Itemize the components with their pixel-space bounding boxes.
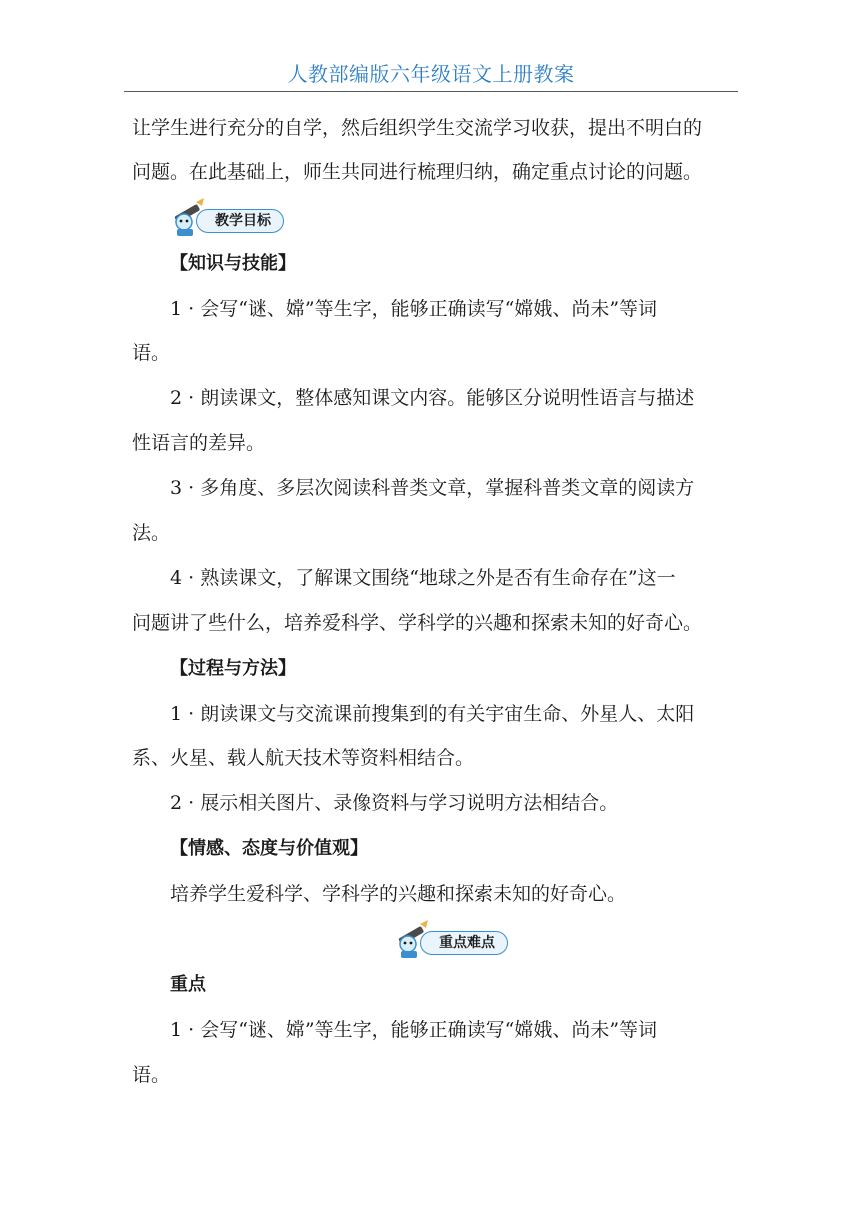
- knowledge-item-2-line-1: 2 · 朗读课文，整体感知课文内容。能够区分说明性语言与描述: [170, 387, 695, 409]
- keypoint-heading: 重点: [170, 974, 206, 995]
- objectives-badge: [168, 196, 298, 236]
- knowledge-item-1-line-2: 语。: [132, 342, 171, 364]
- key-points-badge: [392, 918, 522, 958]
- keypoint-item-1-line-2: 语。: [132, 1064, 171, 1086]
- header-divider: [124, 91, 738, 92]
- intro-line-1: 让学生进行充分的自学，然后组织学生交流学习收获，提出不明白的: [132, 117, 703, 139]
- key-points-badge-label: 重点难点: [420, 931, 508, 955]
- knowledge-item-4-line-1: 4 · 熟读课文，了解课文围绕“地球之外是否有生命存在”这一: [170, 567, 676, 589]
- process-heading: 【过程与方法】: [170, 658, 296, 679]
- page-header-title: 人教部编版六年级语文上册教案: [287, 62, 575, 86]
- knowledge-item-1-line-1: 1 · 会写“谜、嫦”等生字，能够正确读写“嫦娥、尚未”等词: [170, 298, 658, 320]
- knowledge-item-3-line-2: 法。: [132, 522, 171, 544]
- knowledge-item-2-line-2: 性语言的差异。: [132, 432, 266, 454]
- process-item-2-line-1: 2 · 展示相关图片、录像资料与学习说明方法相结合。: [170, 792, 619, 814]
- knowledge-heading: 【知识与技能】: [170, 253, 296, 274]
- keypoint-item-1-line-1: 1 · 会写“谜、嫦”等生字，能够正确读写“嫦娥、尚未”等词: [170, 1019, 658, 1041]
- process-item-1-line-1: 1 · 朗读课文与交流课前搜集到的有关宇宙生命、外星人、太阳: [170, 703, 695, 725]
- knowledge-item-3-line-1: 3 · 多角度、多层次阅读科普类文章，掌握科普类文章的阅读方: [170, 477, 695, 499]
- process-item-1-line-2: 系、火星、载人航天技术等资料相结合。: [132, 747, 475, 769]
- emotion-text: 培养学生爱科学、学科学的兴趣和探索未知的好奇心。: [170, 883, 627, 905]
- intro-line-2: 问题。在此基础上，师生共同进行梳理归纳，确定重点讨论的问题。: [132, 161, 703, 183]
- emotion-heading: 【情感、态度与价值观】: [170, 838, 368, 859]
- objectives-badge-label: 教学目标: [196, 209, 284, 233]
- knowledge-item-4-line-2: 问题讲了些什么，培养爱科学、学科学的兴趣和探索未知的好奇心。: [132, 612, 703, 634]
